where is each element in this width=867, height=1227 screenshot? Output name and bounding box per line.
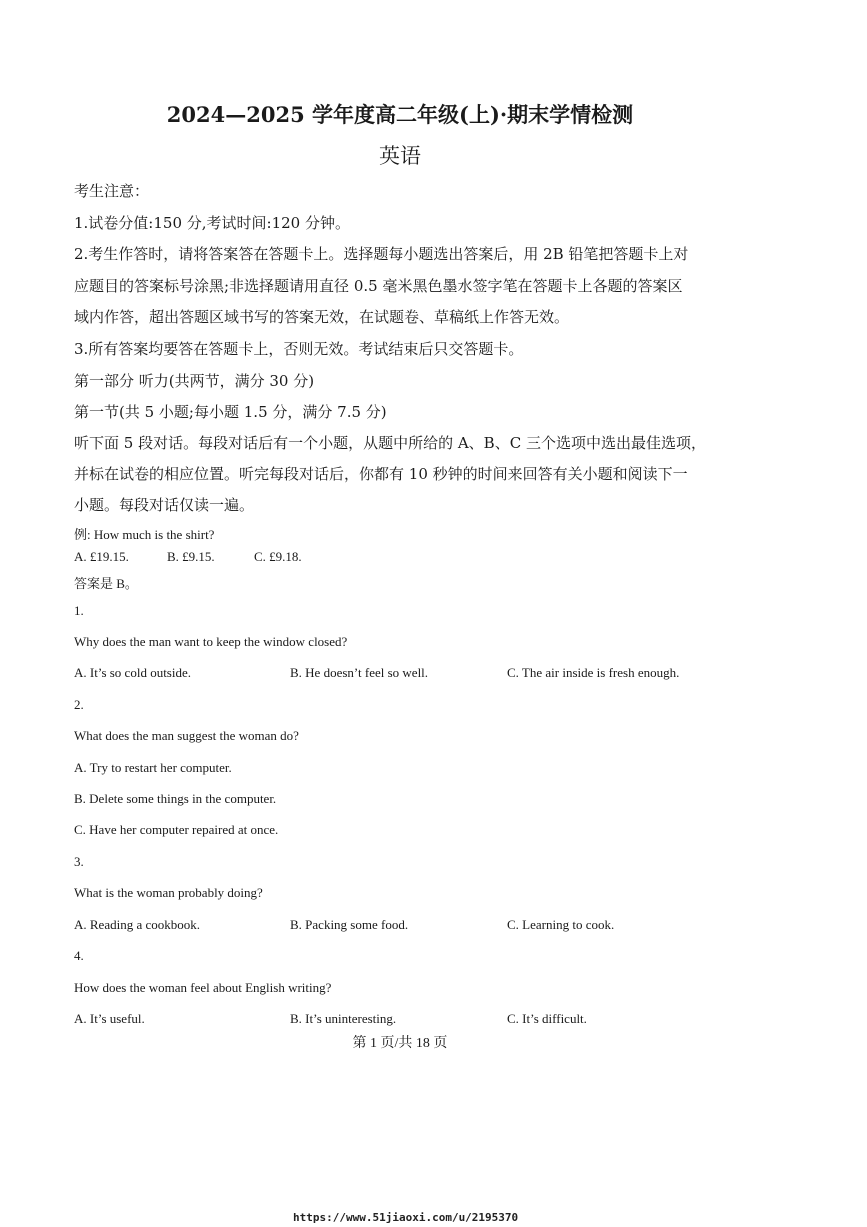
- question-number: 1.: [74, 603, 84, 618]
- question-number: 4.: [74, 948, 84, 963]
- instruction-line: 听下面 5 段对话。每段对话后有一个小题，从题中所给的 A、B、C 三个选项中选出最佳选项，: [74, 434, 706, 452]
- part-heading: 第一部分 听力(共两节，满分 30 分): [74, 372, 315, 390]
- exam-title: 2024—2025 学年度高二年级(上)·期末学情检测: [166, 102, 634, 127]
- notice-item: 应题目的答案标号涂黑;非选择题请用直径 0.5 毫米黑色墨水签字笔在答题卡上各题的答案区: [74, 277, 683, 295]
- option-b: B. Packing some food.: [290, 917, 409, 932]
- question-text: Why does the man want to keep the window closed?: [74, 634, 348, 649]
- question-number: 2.: [74, 697, 84, 712]
- option-c: C. It’s difficult.: [507, 1011, 587, 1026]
- instruction-line: 小题。每段对话仅读一遍。: [74, 496, 255, 514]
- question-text: What does the man suggest the woman do?: [74, 728, 299, 743]
- option-c: C. Have her computer repaired at once.: [74, 822, 279, 837]
- option-a: A. Try to restart her computer.: [74, 760, 232, 775]
- example-option: C. £9.18.: [254, 549, 302, 564]
- question-number: 3.: [74, 854, 84, 869]
- example-answer: 答案是 B。: [74, 576, 138, 591]
- question-text: How does the woman feel about English writing?: [74, 980, 332, 995]
- watermark-url[interactable]: https://www.51jiaoxi.com/u/2195370: [293, 1211, 519, 1224]
- option-b: B. Delete some things in the computer.: [74, 791, 277, 806]
- option-b: B. He doesn’t feel so well.: [290, 665, 429, 680]
- instruction-line: 并标在试卷的相应位置。听完每段对话后，你都有 10 秒钟的时间来回答有关小题和阅读下一: [74, 465, 688, 483]
- section-heading: 第一节(共 5 小题;每小题 1.5 分，满分 7.5 分): [74, 403, 387, 421]
- notice-item: 1.试卷分值:150 分,考试时间:120 分钟。: [74, 214, 350, 232]
- example-question: 例: How much is the shirt?: [74, 527, 215, 542]
- option-c: C. Learning to cook.: [507, 917, 615, 932]
- option-a: A. It’s useful.: [74, 1011, 145, 1026]
- notice-item: 域内作答，超出答题区域书写的答案无效，在试题卷、草稿纸上作答无效。: [74, 308, 570, 326]
- option-a: A. Reading a cookbook.: [74, 917, 201, 932]
- page-footer: 第 1 页/共 18 页: [352, 1036, 448, 1051]
- example-option: B. £9.15.: [167, 549, 215, 564]
- notice-item: 2.考生作答时，请将答案答在答题卡上。选择题每小题选出答案后，用 2B 铅笔把答题卡上对: [74, 245, 689, 263]
- notice-heading: 考生注意：: [74, 182, 150, 200]
- subject-title: 英语: [379, 144, 421, 168]
- notice-item: 3.所有答案均要答在答题卡上，否则无效。考试结束后只交答题卡。: [74, 340, 524, 358]
- option-c: C. The air inside is fresh enough.: [507, 665, 680, 680]
- question-text: What is the woman probably doing?: [74, 885, 263, 900]
- option-a: A. It’s so cold outside.: [74, 665, 191, 680]
- example-option: A. £19.15.: [74, 549, 129, 564]
- option-b: B. It’s uninteresting.: [290, 1011, 397, 1026]
